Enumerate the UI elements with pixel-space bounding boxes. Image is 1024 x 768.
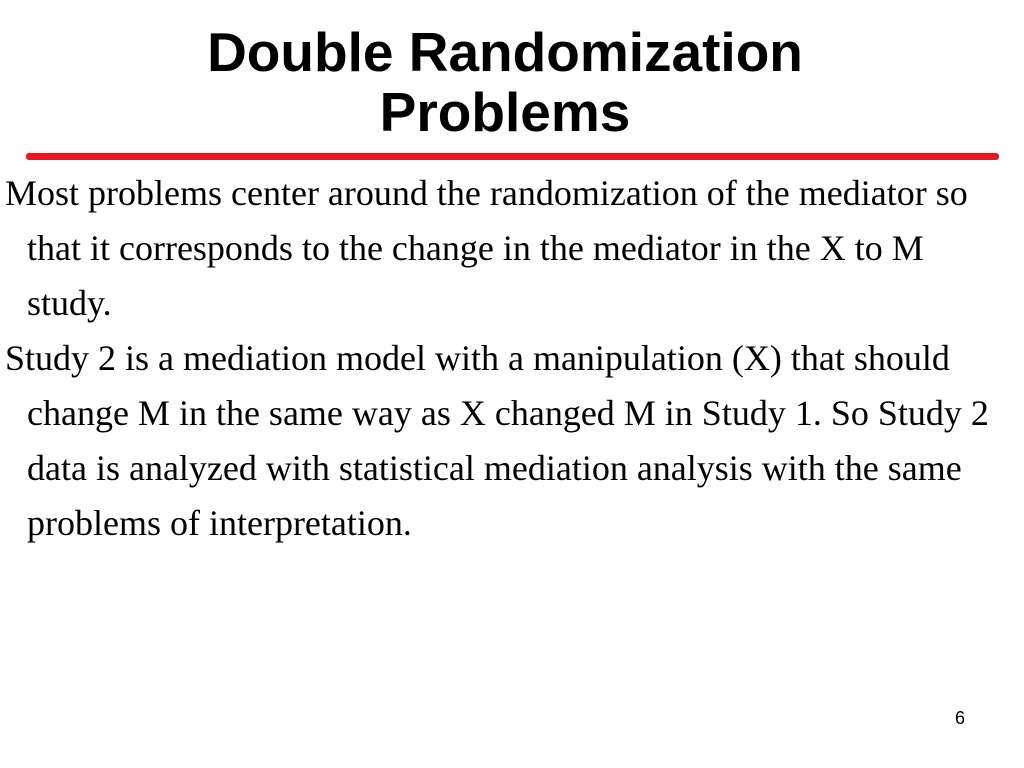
body-paragraph-1: Most problems center around the randomization of the mediator so that it corresponds to the change in the mediator in the X to M study.	[5, 173, 968, 323]
slide-body	[5, 166, 1010, 551]
slide-title-line-1: Double Randomization	[207, 21, 803, 83]
page-number: 6	[954, 708, 965, 728]
slide-title-line-2: Problems	[379, 81, 631, 143]
title-underline-rule	[26, 153, 999, 160]
slide-title	[0, 22, 1010, 142]
body-paragraph-2: Study 2 is a mediation model with a manipulation (X) that should change M in the same way as X changed M in Study 1. So Study 2 data is analyzed with statistical mediation analysis with the same problems of interpretation.	[5, 338, 989, 543]
